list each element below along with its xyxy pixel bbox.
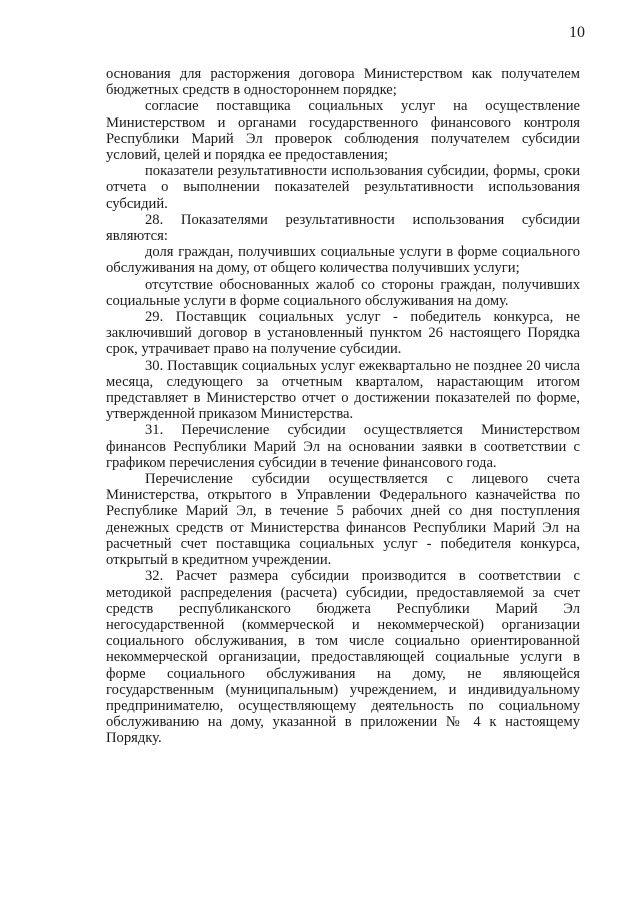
- paragraph-item-29: 29. Поставщик социальных услуг - победитель конкурса, не заключивший договор в установленный пунктом 26 настоящего Порядка срок, утрачивает право на получение субсидии.: [106, 309, 580, 358]
- paragraph-continuation: основания для расторжения договора Министерством как получателем бюджетных средств в одностороннем порядке;: [106, 66, 580, 99]
- paragraph-item-31: 31. Перечисление субсидии осуществляется Министерством финансов Республики Марий Эл на основании заявки в соответствии с графиком перечисления субсидии в течение финансового года.: [106, 422, 580, 471]
- paragraph-item-32: 32. Расчет размера субсидии производится в соответствии с методикой распределения (расчета) субсидии, предоставляемой за счет средств республиканского бюджета Республики Марий Эл негосударственной (коммерческой и некоммерческой) организации социального обслуживания, в том числе социально ориентированной некоммерческой организации, предоставляющей социальные услуги в форме социального обслуживания на дому, не являющейся государственным (муниципальным) учреждением, и индивидуальному предпринимателю, осуществляющему деятельность по социальному обслуживанию на дому, указанной в приложении № 4 к настоящему Порядку.: [106, 568, 580, 747]
- document-body: [106, 66, 580, 747]
- paragraph: Перечисление субсидии осуществляется с лицевого счета Министерства, открытого в Управлении Федерального казначейства по Республике Марий Эл, в течение 5 рабочих дней со дня поступления денежных средств от Министерства финансов Республики Марий Эл на расчетный счет поставщика социальных услуг - победителя конкурса, открытый в кредитном учреждении.: [106, 471, 580, 569]
- page-number: 10: [569, 24, 585, 41]
- paragraph: отсутствие обоснованных жалоб со стороны граждан, получивших социальные услуги в форме социального обслуживания на дому.: [106, 276, 580, 309]
- paragraph: согласие поставщика социальных услуг на осуществление Министерством и органами государственного финансового контроля Республики Марий Эл проверок соблюдения получателем субсидии условий, целей и порядка ее предоставления;: [106, 98, 580, 164]
- paragraph-item-30: 30. Поставщик социальных услуг ежеквартально не позднее 20 числа месяца, следующего за отчетным кварталом, нарастающим итогом представляет в Министерство отчет о достижении показателей по форме, утвержденной приказом Министерства.: [106, 357, 580, 423]
- paragraph: показатели результативности использования субсидии, формы, сроки отчета о выполнении показателей результативности использования субсидий.: [106, 163, 580, 212]
- paragraph-item-28: 28. Показателями результативности использования субсидии являются:: [106, 211, 580, 245]
- paragraph: доля граждан, получивших социальные услуги в форме социального обслуживания на дому, от общего количества получивших услуги;: [106, 244, 580, 277]
